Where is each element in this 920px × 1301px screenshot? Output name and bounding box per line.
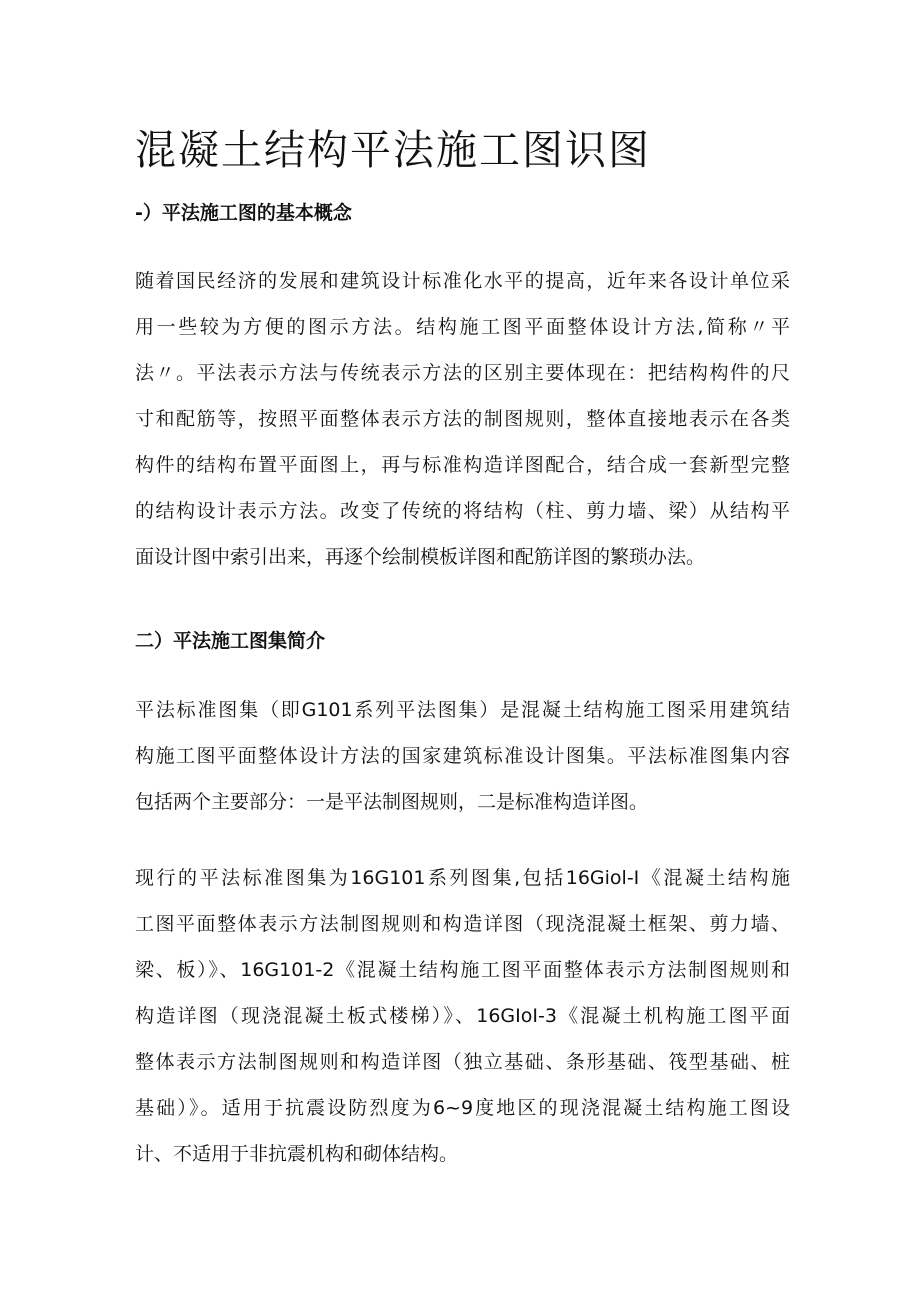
paragraph-line: 的结构设计表示方法。改变了传统的将结构（柱、剪力墙、梁）从结构平 (135, 500, 790, 522)
paragraph-atlas-intro (135, 687, 790, 825)
paragraph-basic-concept (135, 258, 790, 580)
paragraph-line: 面设计图中索引出来，再逐个绘制模板详图和配筋详图的繁琐办法。 (135, 546, 706, 568)
paragraph-line: 构造详图（现浇混凝土板式楼梯）》、16GIoI-3《混凝土机构施工图平面 (135, 1005, 790, 1027)
paragraph-line: 随着国民经济的发展和建筑设计标准化水平的提高，近年来各设计单位采 (135, 270, 790, 292)
paragraph-current-atlas (135, 855, 790, 1177)
paragraph-line: 构施工图平面整体设计方法的国家建筑标准设计图集。平法标准图集内容 (135, 745, 790, 767)
paragraph-line: 工图平面整体表示方法制图规则和构造详图（现浇混凝土框架、剪力墙、 (135, 913, 790, 935)
paragraph-line: 包括两个主要部分：一是平法制图规则，二是标准构造详图。 (135, 791, 649, 813)
paragraph-line: 计、不适用于非抗震机构和砌体结构。 (135, 1143, 459, 1165)
document-title: 混凝土结构平法施工图识图 (135, 126, 651, 174)
paragraph-line: 用一些较为方便的图示方法。结构施工图平面整体设计方法,简称〃平 (135, 316, 790, 338)
section-heading-atlas-intro: 二）平法施工图集简介 (135, 630, 326, 652)
paragraph-line: 整体表示方法制图规则和构造详图（独立基础、条形基础、筏型基础、桩 (135, 1051, 790, 1073)
paragraph-line: 寸和配筋等，按照平面整体表示方法的制图规则，整体直接地表示在各类 (135, 408, 790, 430)
paragraph-line: 构件的结构布置平面图上，再与标准构造详图配合，结合成一套新型完整 (135, 454, 790, 476)
paragraph-line: 平法标准图集（即G101系列平法图集）是混凝土结构施工图采用建筑结 (135, 699, 790, 721)
paragraph-line: 基础）》。适用于抗震设防烈度为6~9度地区的现浇混凝土结构施工图设 (135, 1097, 790, 1119)
section-heading-basic-concept: -）平法施工图的基本概念 (135, 202, 352, 224)
paragraph-line: 现行的平法标准图集为16G101系列图集,包括16Giol-I《混凝土结构施 (135, 867, 790, 889)
paragraph-line: 梁、板）》、16G101-2《混凝土结构施工图平面整体表示方法制图规则和 (135, 959, 790, 981)
paragraph-line: 法〃。平法表示方法与传统表示方法的区别主要体现在：把结构构件的尺 (135, 362, 790, 384)
